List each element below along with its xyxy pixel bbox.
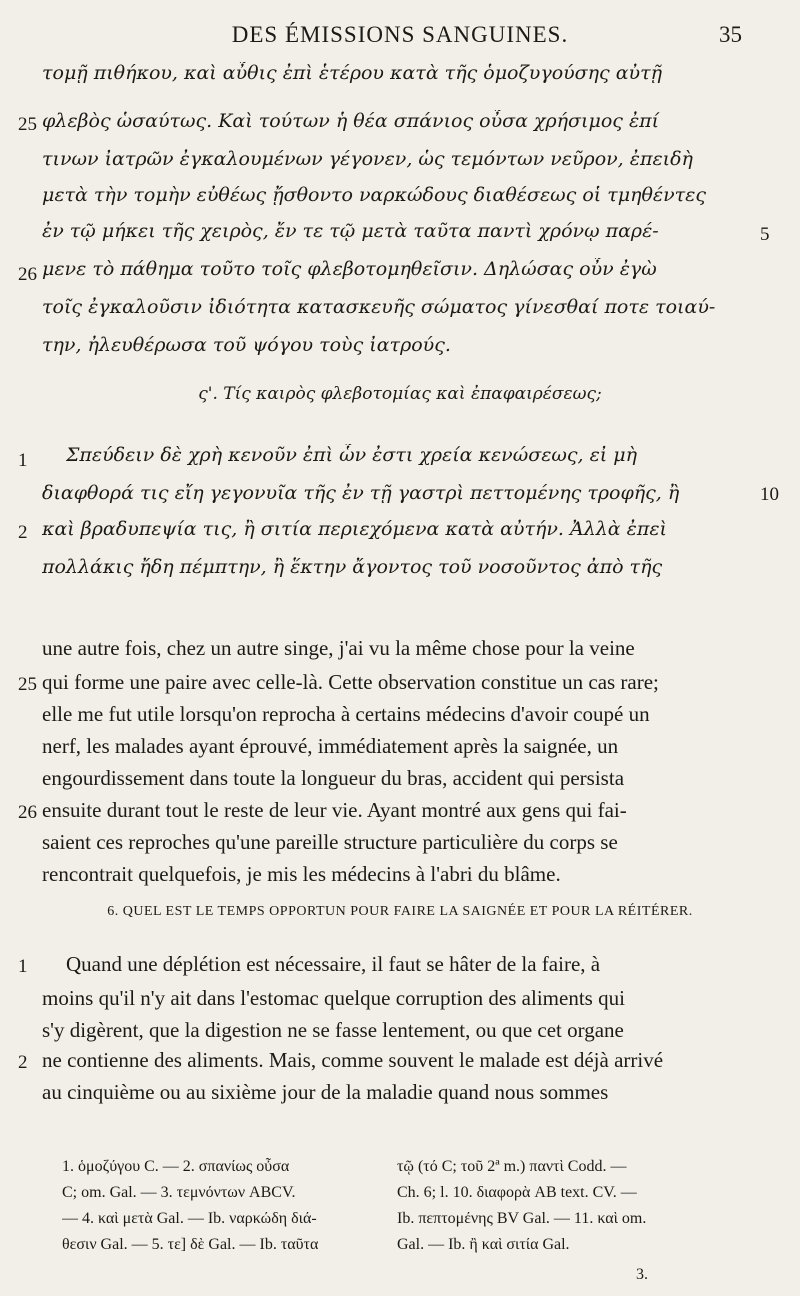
french-line: saient ces reproches qu'une pareille structure particulière du corps se [42,830,618,854]
french-line: une autre fois, chez un autre singe, j'ai vu la même chose pour la veine [42,636,635,660]
footnote-line: 1. ὁμοζύγου C. — 2. σπανίως οὖσα [62,1158,290,1175]
margin-line-number: 10 [760,484,779,505]
page-number: 35 [719,22,742,47]
greek-line: τοῖς ἐγκαλοῦσιν ἰδιότητα κατασκευῆς σώματος γίνεσθαί ποτε τοιαύ- [42,296,716,318]
footnote-line: θεσιν Gal. — 5. τε] δὲ Gal. — Ib. ταῦτα [62,1236,319,1253]
french-line: ne contienne des aliments. Mais, comme souvent le malade est déjà arrivé [42,1048,664,1072]
margin-line-number: 1 [18,450,28,471]
greek-line: διαφθορά τις εἴη γεγονυῖα τῆς ἐν τῇ γαστρὶ πεττομένης τροφῆς, ἢ [42,482,680,504]
greek-line: Σπεύδειν δὲ χρὴ κενοῦν ἐπὶ ὧν ἐστι χρεία κενώσεως, εἰ μὴ [66,444,638,466]
french-line: ensuite durant tout le reste de leur vie. Ayant montré aux gens qui fai- [42,798,627,822]
french-line: Quand une déplétion est nécessaire, il faut se hâter de la faire, à [66,952,601,976]
greek-line: ἐν τῷ μήκει τῆς χειρὸς, ἔν τε τῷ μετὰ ταῦτα παντὶ χρόνῳ παρέ- [42,220,659,242]
greek-line: μετὰ τὴν τομὴν εὐθέως ᾔσθοντο ναρκώδους διαθέσεως οἱ τμηθέντες [42,184,707,206]
footnote-line: C; om. Gal. — 3. τεμνόντων ABCV. [62,1184,296,1201]
margin-line-number: 2 [18,1052,28,1073]
footnotes-left-column [62,1154,402,1258]
french-section-heading: 6. QUEL EST LE TEMPS OPPORTUN POUR FAIRE LA SAIGNÉE ET POUR LA RÉITÉRER. [107,904,693,919]
margin-line-number: 26 [18,264,37,285]
greek-line: την, ἠλευθέρωσα τοῦ ψόγου τοὺς ἰατρούς. [42,334,451,356]
french-line: au cinquième ou au sixième jour de la maladie quand nous sommes [42,1080,609,1104]
french-line: moins qu'il n'y ait dans l'estomac quelque corruption des aliments qui [42,986,625,1010]
footnotes-right-column [397,1154,737,1258]
french-line: elle me fut utile lorsqu'on reprocha à certains médecins d'avoir coupé un [42,702,650,726]
french-line: nerf, les malades ayant éprouvé, immédiatement après la saignée, un [42,734,619,758]
greek-line: μενε τὸ πάθημα τοῦτο τοῖς φλεβοτομηθεῖσιν. Δηλώσας οὖν ἐγὼ [42,258,657,280]
french-line: qui forme une paire avec celle-là. Cette observation constitue un cas rare; [42,670,659,694]
greek-line: φλεβὸς ὡσαύτως. Καὶ τούτων ἡ θέα σπάνιος οὖσα χρήσιμος ἐπί [42,110,660,132]
greek-line: τινων ἰατρῶν ἐγκαλουμένων γέγονεν, ὡς τεμόντων νεῦρον, ἐπειδὴ [42,148,693,170]
french-line: s'y digèrent, que la digestion ne se fasse lentement, ou que cet organe [42,1018,624,1042]
margin-line-number: 5 [760,224,770,245]
running-header-title: DES ÉMISSIONS SANGUINES. [231,22,569,47]
greek-line: τομῇ πιθήκου, καὶ αὖθις ἐπὶ ἑτέρου κατὰ τῆς ὁμοζυγούσης αὐτῇ [42,62,662,84]
margin-line-number: 1 [18,956,28,977]
greek-line: καὶ βραδυπεψία τις, ἢ σιτία περιεχόμενα κατὰ αὐτήν. Ἀλλὰ ἐπεὶ [42,518,668,540]
margin-line-number: 26 [18,802,37,823]
margin-line-number: 25 [18,114,37,135]
footnote-line: — 4. καὶ μετὰ Gal. — Ib. ναρκώδη διά- [62,1210,317,1227]
french-line: rencontrait quelquefois, je mis les médecins à l'abri du blâme. [42,862,561,886]
greek-section-heading: ς'. Τίς καιρὸς φλεβοτομίας καὶ ἐπαφαιρέσεως; [198,384,602,404]
footnote-line: τῷ (τό C; τοῦ 2ª m.) παντὶ Codd. — [397,1158,627,1175]
signature-mark: 3. [636,1266,648,1283]
footnote-line: Ib. πεπτομένης BV Gal. — 11. καὶ om. [397,1210,647,1227]
margin-line-number: 25 [18,674,37,695]
margin-line-number: 2 [18,522,28,543]
greek-line: πολλάκις ἤδη πέμπτην, ἢ ἕκτην ἄγοντος τοῦ νοσοῦντος ἀπὸ τῆς [42,556,663,578]
french-line: engourdissement dans toute la longueur du bras, accident qui persista [42,766,625,790]
footnote-line: Gal. — Ib. ἢ καὶ σιτία Gal. [397,1236,570,1253]
footnote-line: Ch. 6; l. 10. διαφορὰ AB text. CV. — [397,1184,637,1201]
